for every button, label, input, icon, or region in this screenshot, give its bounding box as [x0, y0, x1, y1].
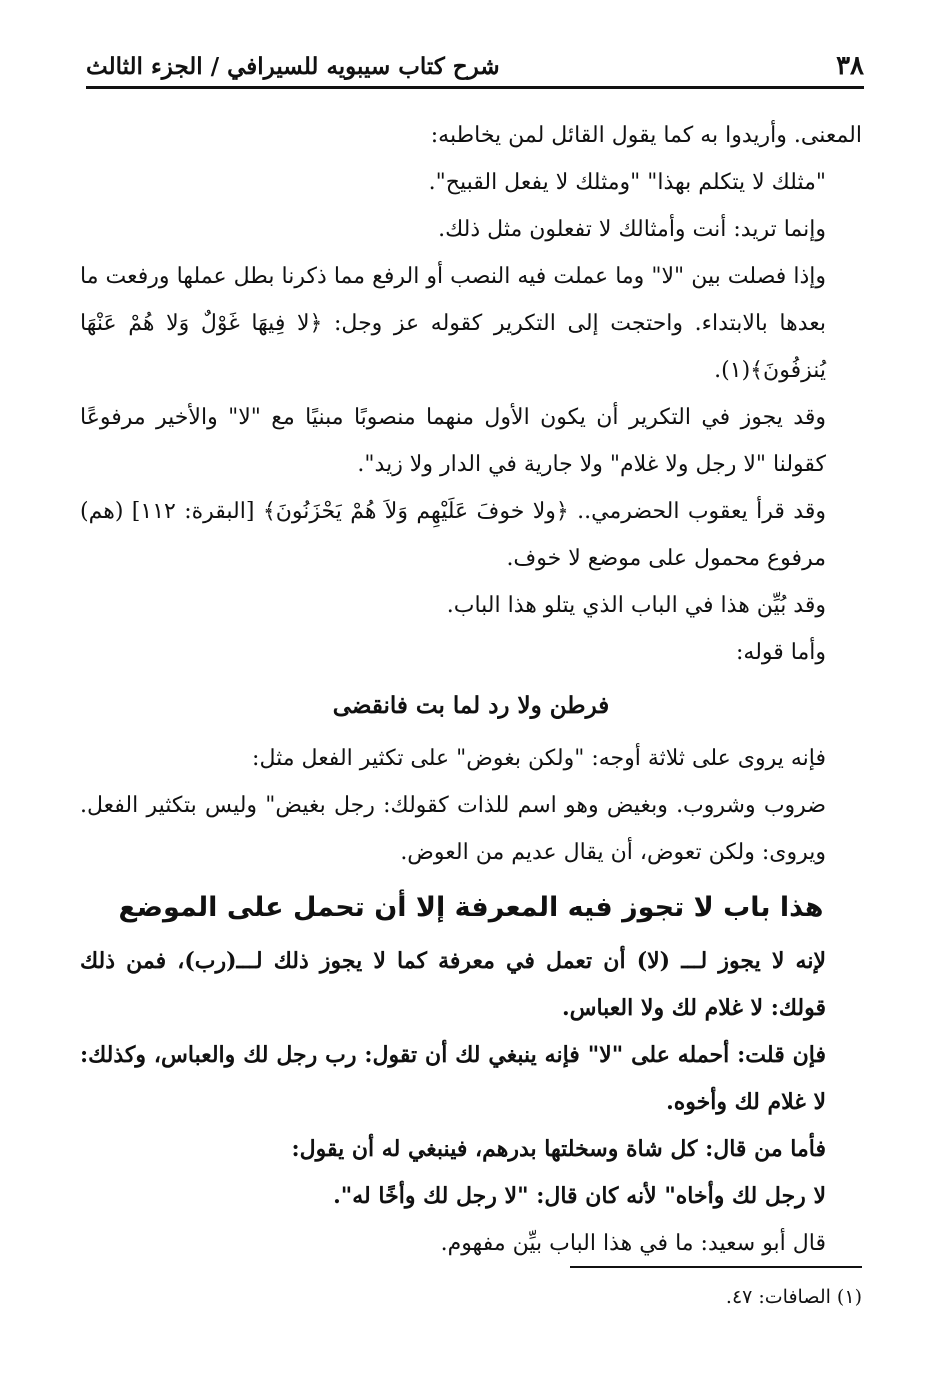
paragraph: وقد بُيِّن هذا في الباب الذي يتلو هذا الباب.: [446, 593, 826, 618]
poetry-verse: فرطن ولا رد لما بت فانقضى: [332, 692, 610, 719]
paragraph: فأما من قال: كل شاة وسخلتها بدرهم، فينبغي له أن يقول:: [291, 1136, 826, 1162]
page-header: [86, 46, 864, 89]
page-number: ٣٨: [836, 51, 864, 81]
page-body: [80, 112, 862, 1267]
running-title: شرح كتاب سيبويه للسيرافي / الجزء الثالث: [86, 52, 500, 80]
paragraph: وقد قرأ يعقوب الحضرمي.. ﴿ولا خوفَ عَلَيْهِم وَلاَ هُمْ يَحْزَنُونَ﴾ [البقرة: ١١٢] (هم) مرفوع محمول على موضع لا خوف.: [80, 499, 826, 571]
paragraph: فإن قلت: أحمله على "لا" فإنه ينبغي لك أن تقول: رب رجل لك والعباس، وكذلك: لا غلام لك وأخوه.: [80, 1042, 826, 1115]
paragraph: ضروب وشروب. وبغيض وهو اسم للذات كقولك: رجل بغيض" وليس بتكثير الفعل. ويروى: ولكن تعوض، أن يقال عديم من العوض.: [80, 793, 826, 865]
footnote: (١) الصافات: ٤٧.: [725, 1286, 862, 1308]
paragraph: المعنى. وأريدوا به كما يقول القائل لمن يخاطبه:: [430, 123, 862, 148]
paragraph: لا رجل لك وأخاه" لأنه كان قال: "لا رجل لك وأخًا له".: [333, 1183, 826, 1209]
chapter-title: هذا باب لا تجوز فيه المعرفة إلا أن تحمل على الموضع: [118, 892, 824, 923]
paragraph: قال أبو سعيد: ما في هذا الباب بيِّن مفهوم.: [440, 1231, 826, 1256]
paragraph: وإذا فصلت بين "لا" وما عملت فيه النصب أو الرفع مما ذكرنا بطل عملها ورفعت ما بعدها بالابتداء. واحتجت إلى التكرير كقوله عز وجل: ﴿لا فِيهَا غَوْلٌ وَلا هُمْ عَنْهَا يُنزفُونَ﴾(١).: [80, 264, 826, 383]
paragraph: فإنه يروى على ثلاثة أوجه: "ولكن بغوض" على تكثير الفعل مثل:: [252, 746, 826, 771]
paragraph: "مثلك لا يتكلم بهذا" "ومثلك لا يفعل القبيح".: [428, 170, 826, 195]
paragraph: وأما قوله:: [735, 640, 826, 665]
paragraph: لإنه لا يجوز لـــ (لا) أن تعمل في معرفة كما لا يجوز ذلك لـــ(رب)، فمن ذلك قولك: لا غلام لك ولا العباس.: [80, 948, 826, 1021]
paragraph: وقد يجوز في التكرير أن يكون الأول منهما منصوبًا مبنيًا مع "لا" والأخير مرفوعًا كقولنا "لا رجل ولا غلام" ولا جارية في الدار ولا زيد".: [80, 405, 826, 477]
paragraph: وإنما تريد: أنت وأمثالك لا تفعلون مثل ذلك.: [438, 217, 826, 242]
footnote-divider: [570, 1266, 862, 1268]
